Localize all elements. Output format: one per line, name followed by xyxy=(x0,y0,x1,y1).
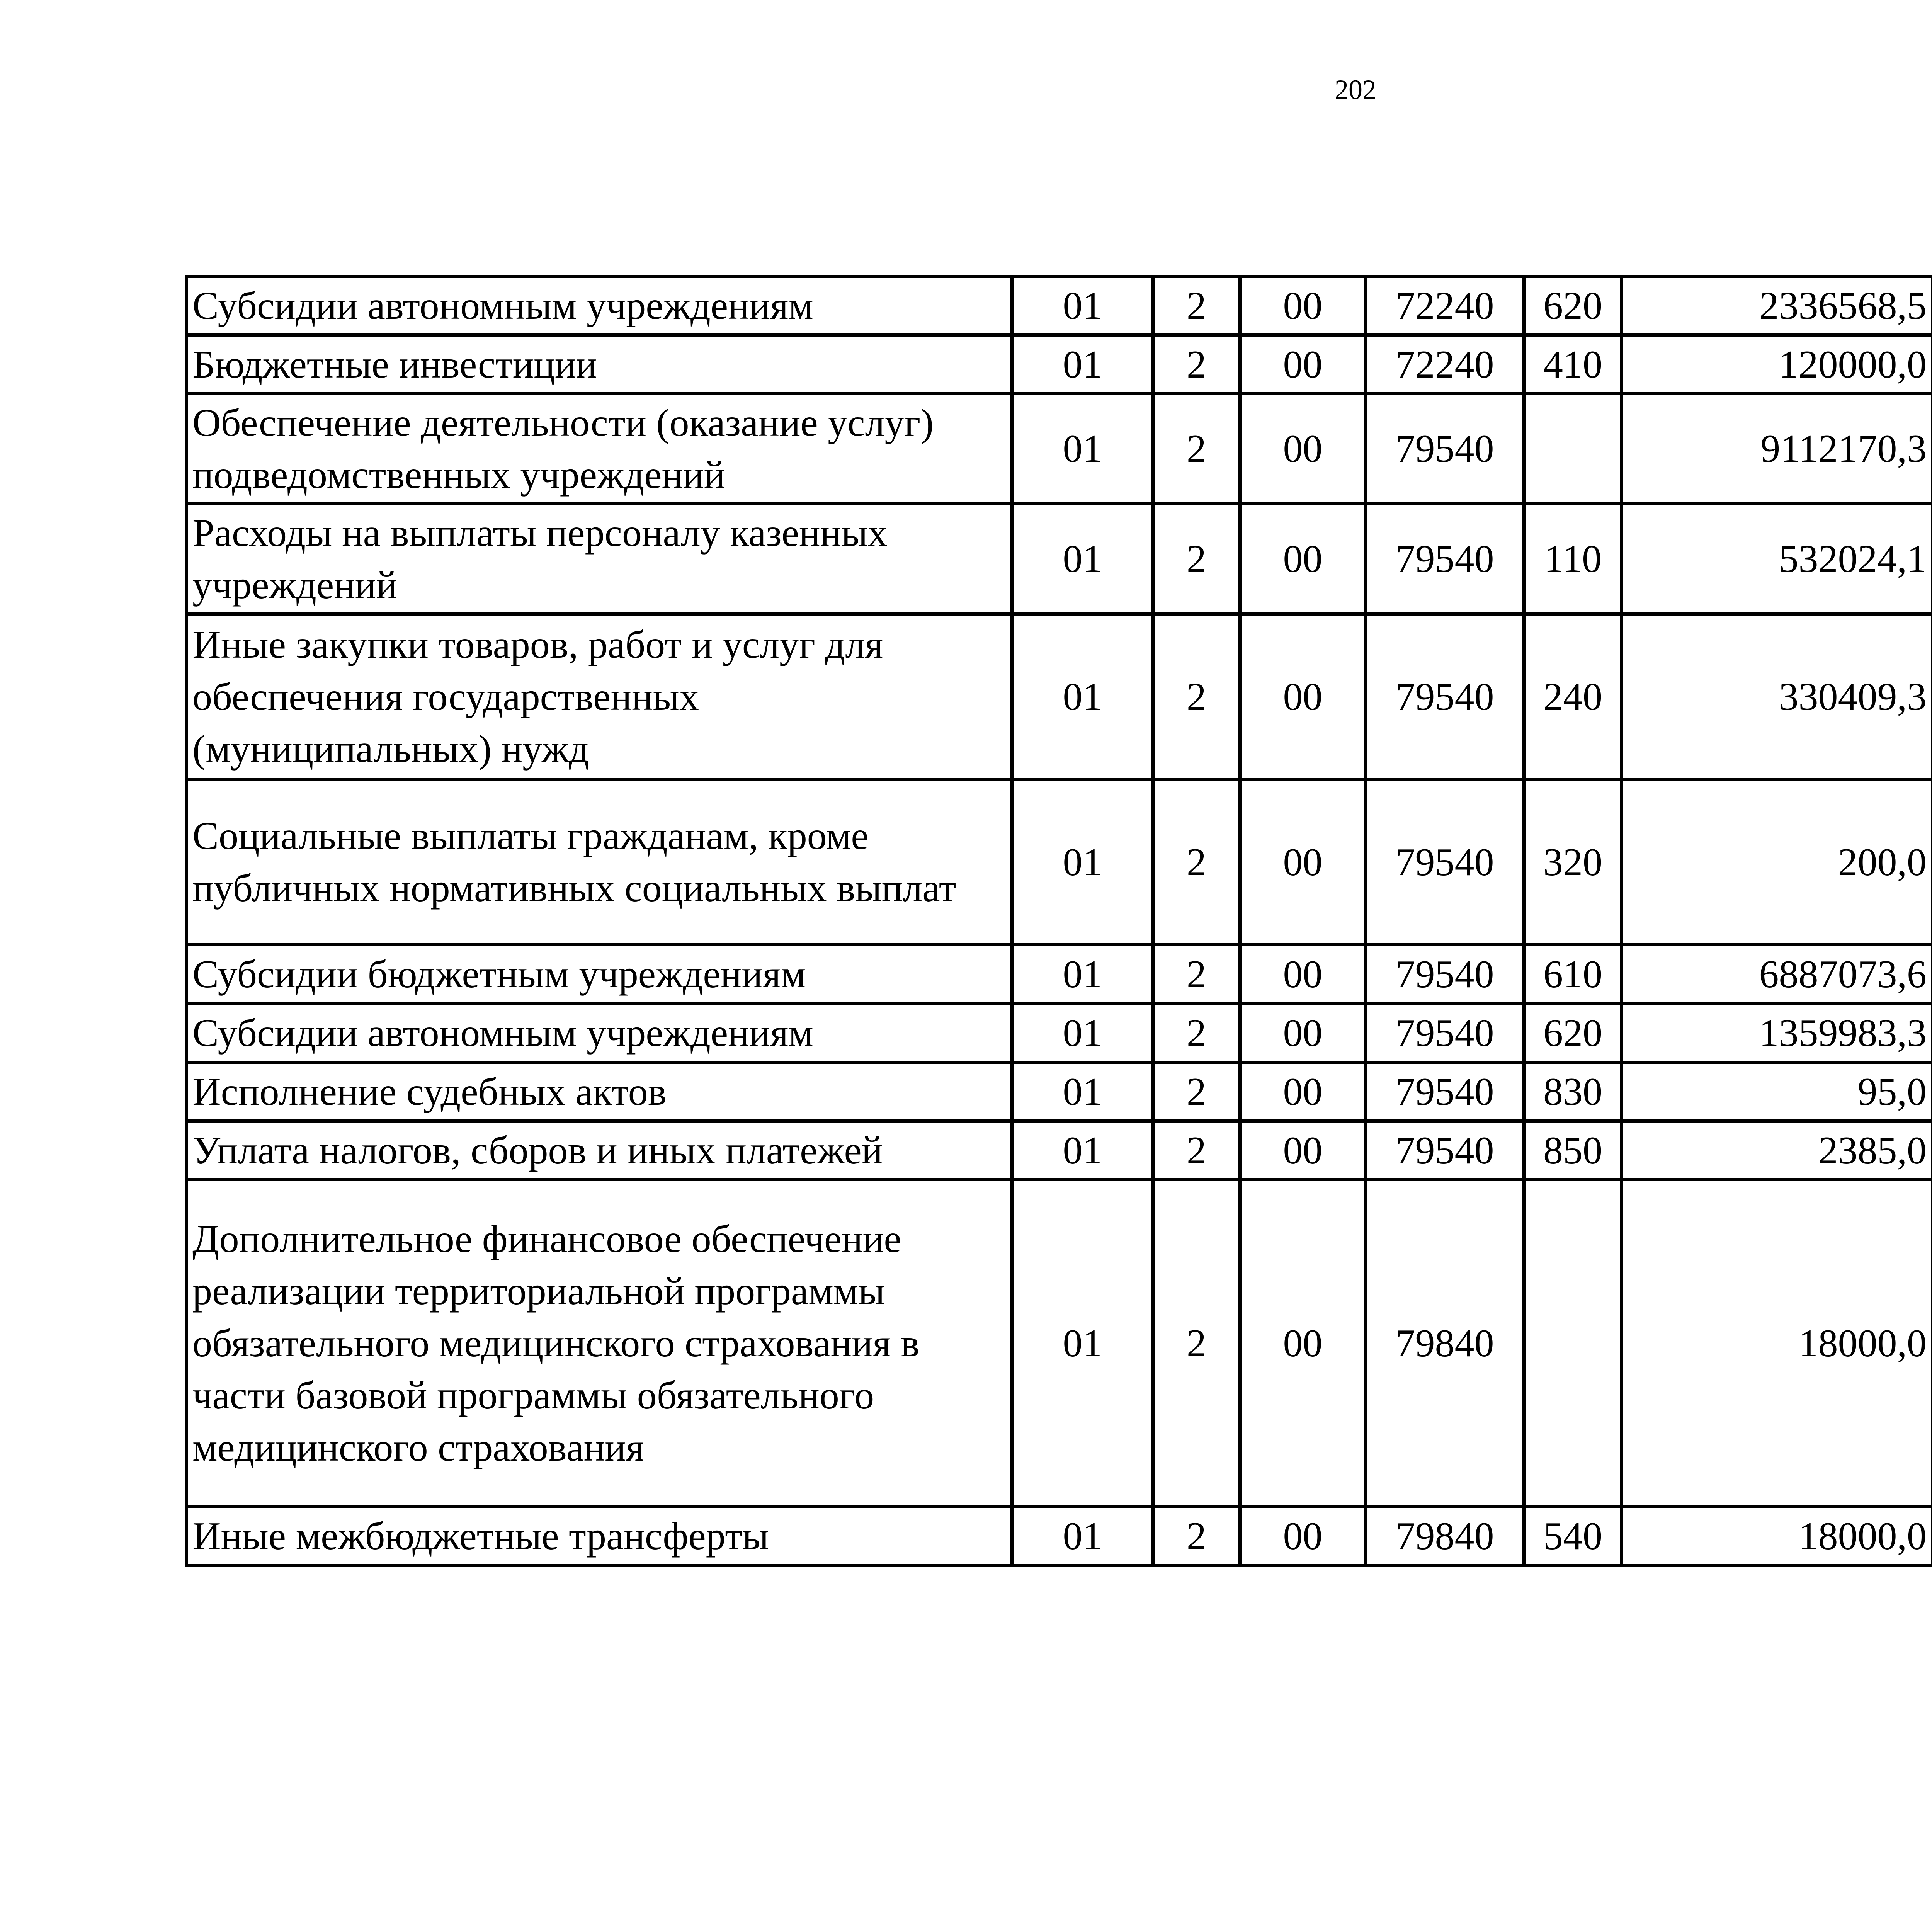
section-code-cell: 01 xyxy=(1012,1062,1153,1121)
subprogram-code-cell: 00 xyxy=(1240,1004,1366,1062)
expense-type-code-cell: 620 xyxy=(1524,1004,1622,1062)
page-number: 202 xyxy=(1335,74,1376,105)
amount-year-1-cell: 532024,1 xyxy=(1622,504,1932,614)
subprogram-code-cell: 00 xyxy=(1240,614,1366,779)
budget-table xyxy=(185,275,1932,1567)
subprogram-code-cell: 00 xyxy=(1240,1062,1366,1121)
subprogram-code-cell: 00 xyxy=(1240,1180,1366,1507)
direction-code-cell: 72240 xyxy=(1366,335,1524,394)
section-code-cell: 01 xyxy=(1012,1180,1153,1507)
row-name-cell: Бюджетные инвестиции xyxy=(186,335,1012,394)
section-code-cell: 01 xyxy=(1012,945,1153,1004)
row-name-cell: Иные закупки товаров, работ и услуг для обеспечения государственных (муниципальных) нужд xyxy=(186,614,1012,779)
subprogram-code-cell: 00 xyxy=(1240,394,1366,504)
direction-code-cell: 72240 xyxy=(1366,276,1524,335)
expense-type-code-cell: 320 xyxy=(1524,779,1622,945)
row-name-cell: Субсидии автономным учреждениям xyxy=(186,1004,1012,1062)
program-code-cell: 2 xyxy=(1153,335,1240,394)
row-name-cell: Расходы на выплаты персоналу казенных учреждений xyxy=(186,504,1012,614)
table-row xyxy=(186,945,1932,1004)
subprogram-code-cell: 00 xyxy=(1240,1507,1366,1565)
expense-type-code-cell: 540 xyxy=(1524,1507,1622,1565)
section-code-cell: 01 xyxy=(1012,335,1153,394)
expense-type-code-cell: 850 xyxy=(1524,1121,1622,1180)
expense-type-code-cell: 620 xyxy=(1524,276,1622,335)
table-row xyxy=(186,504,1932,614)
row-name-cell: Субсидии бюджетным учреждениям xyxy=(186,945,1012,1004)
section-code-cell: 01 xyxy=(1012,504,1153,614)
row-name-cell: Уплата налогов, сборов и иных платежей xyxy=(186,1121,1012,1180)
amount-year-1-cell: 200,0 xyxy=(1622,779,1932,945)
section-code-cell: 01 xyxy=(1012,394,1153,504)
row-name-cell: Обеспечение деятельности (оказание услуг) подведомственных учреждений xyxy=(186,394,1012,504)
program-code-cell: 2 xyxy=(1153,504,1240,614)
program-code-cell: 2 xyxy=(1153,1062,1240,1121)
subprogram-code-cell: 00 xyxy=(1240,1121,1366,1180)
table-row xyxy=(186,394,1932,504)
expense-type-code-cell: 110 xyxy=(1524,504,1622,614)
amount-year-1-cell: 1359983,3 xyxy=(1622,1004,1932,1062)
subprogram-code-cell: 00 xyxy=(1240,335,1366,394)
amount-year-1-cell: 6887073,6 xyxy=(1622,945,1932,1004)
program-code-cell: 2 xyxy=(1153,276,1240,335)
subprogram-code-cell: 00 xyxy=(1240,779,1366,945)
expense-type-code-cell: 610 xyxy=(1524,945,1622,1004)
program-code-cell: 2 xyxy=(1153,1121,1240,1180)
expense-type-code-cell: 240 xyxy=(1524,614,1622,779)
direction-code-cell: 79840 xyxy=(1366,1180,1524,1507)
expense-type-code-cell: 830 xyxy=(1524,1062,1622,1121)
subprogram-code-cell: 00 xyxy=(1240,276,1366,335)
section-code-cell: 01 xyxy=(1012,1121,1153,1180)
program-code-cell: 2 xyxy=(1153,1004,1240,1062)
expense-type-code-cell: 410 xyxy=(1524,335,1622,394)
amount-year-1-cell: 2385,0 xyxy=(1622,1121,1932,1180)
table-row xyxy=(186,335,1932,394)
amount-year-1-cell: 9112170,3 xyxy=(1622,394,1932,504)
amount-year-1-cell: 120000,0 xyxy=(1622,335,1932,394)
subprogram-code-cell: 00 xyxy=(1240,504,1366,614)
table-row xyxy=(186,779,1932,945)
row-name-cell: Исполнение судебных актов xyxy=(186,1062,1012,1121)
section-code-cell: 01 xyxy=(1012,779,1153,945)
row-name-cell: Иные межбюджетные трансферты xyxy=(186,1507,1012,1565)
amount-year-1-cell: 18000,0 xyxy=(1622,1507,1932,1565)
expense-type-code-cell xyxy=(1524,1180,1622,1507)
direction-code-cell: 79540 xyxy=(1366,1004,1524,1062)
direction-code-cell: 79540 xyxy=(1366,1121,1524,1180)
program-code-cell: 2 xyxy=(1153,1507,1240,1565)
table-row xyxy=(186,614,1932,779)
section-code-cell: 01 xyxy=(1012,276,1153,335)
section-code-cell: 01 xyxy=(1012,1507,1153,1565)
direction-code-cell: 79540 xyxy=(1366,945,1524,1004)
amount-year-1-cell: 2336568,5 xyxy=(1622,276,1932,335)
direction-code-cell: 79540 xyxy=(1366,504,1524,614)
direction-code-cell: 79540 xyxy=(1366,614,1524,779)
row-name-cell: Социальные выплаты гражданам, кроме публичных нормативных социальных выплат xyxy=(186,779,1012,945)
table-row xyxy=(186,1062,1932,1121)
table-row xyxy=(186,1004,1932,1062)
program-code-cell: 2 xyxy=(1153,1180,1240,1507)
table-row xyxy=(186,1121,1932,1180)
table-row xyxy=(186,276,1932,335)
amount-year-1-cell: 95,0 xyxy=(1622,1062,1932,1121)
direction-code-cell: 79540 xyxy=(1366,779,1524,945)
amount-year-1-cell: 18000,0 xyxy=(1622,1180,1932,1507)
program-code-cell: 2 xyxy=(1153,945,1240,1004)
subprogram-code-cell: 00 xyxy=(1240,945,1366,1004)
amount-year-1-cell: 330409,3 xyxy=(1622,614,1932,779)
program-code-cell: 2 xyxy=(1153,394,1240,504)
section-code-cell: 01 xyxy=(1012,1004,1153,1062)
row-name-cell: Дополнительное финансовое обеспечение реализации территориальной программы обязательного медицинского страхования в части базовой программы обязательного медицинского страхования xyxy=(186,1180,1012,1507)
row-name-cell: Субсидии автономным учреждениям xyxy=(186,276,1012,335)
program-code-cell: 2 xyxy=(1153,779,1240,945)
direction-code-cell: 79540 xyxy=(1366,394,1524,504)
section-code-cell: 01 xyxy=(1012,614,1153,779)
direction-code-cell: 79840 xyxy=(1366,1507,1524,1565)
table-row xyxy=(186,1180,1932,1507)
direction-code-cell: 79540 xyxy=(1366,1062,1524,1121)
expense-type-code-cell xyxy=(1524,394,1622,504)
table-row xyxy=(186,1507,1932,1565)
program-code-cell: 2 xyxy=(1153,614,1240,779)
